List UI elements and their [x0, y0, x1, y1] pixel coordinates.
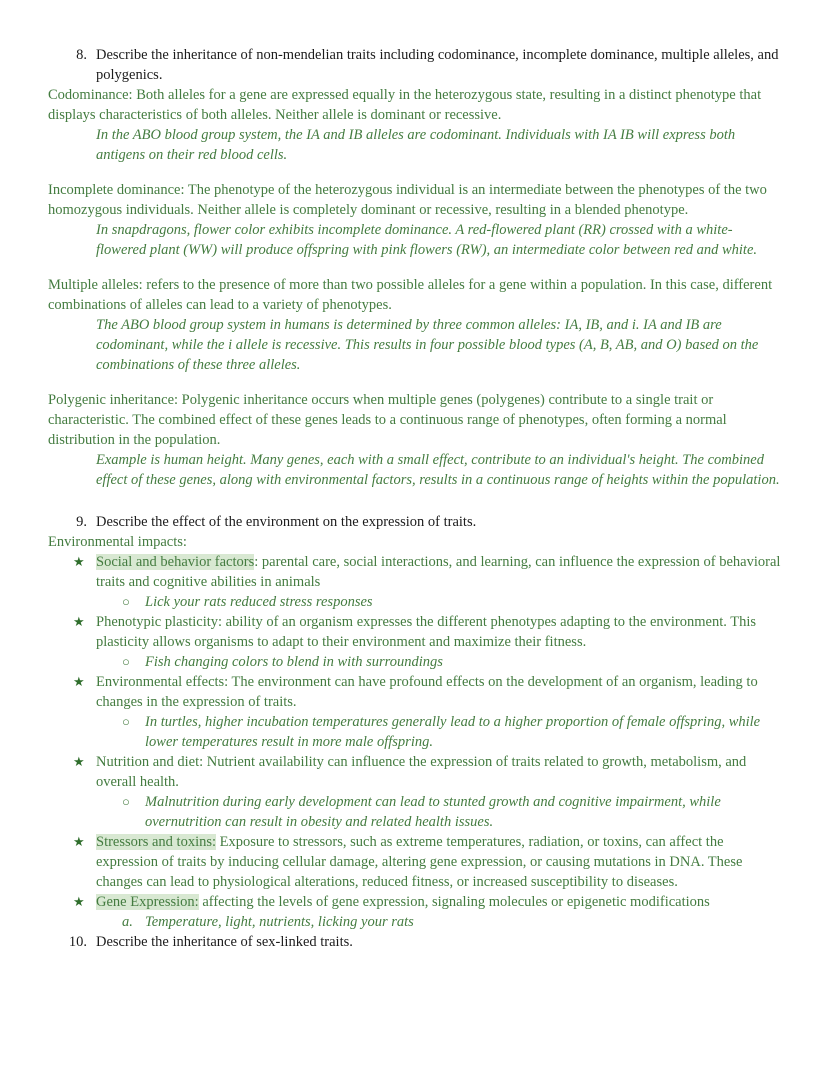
question-8-number: 8.: [76, 47, 87, 63]
sub-bullet-fish-colors: [96, 652, 781, 672]
question-8-text: Describe the inheritance of non-mendelian traits including codominance, incomplete dominance, multiple alleles, and polygenics.: [96, 47, 779, 83]
star-bullet-icon: ★: [73, 674, 85, 689]
sub-bullet-text: Fish changing colors to blend in with surroundings: [145, 654, 443, 670]
circle-bullet-icon: ○: [122, 594, 130, 609]
sub-bullet-malnutrition: [96, 792, 781, 832]
sub-bullet-text: In turtles, higher incubation temperatures generally lead to a higher proportion of female offspring, while lower temperatures result in more male offspring.: [145, 714, 761, 750]
bullet-text: Exposure to stressors, such as extreme temperatures, radiation, or toxins, can affect the expression of traits by inducing cellular damage, altering gene expression, or causing mutations in DNA. These changes can lead to physiological alterations, reduced fitness, or increased susceptibility to diseases.: [96, 834, 743, 890]
multiple-alleles-paragraph: Multiple alleles: refers to the presence of more than two possible alleles for a gene within a population. In this case, different combinations of alleles can lead to a variety of phenotypes.: [48, 277, 773, 313]
codominance-paragraph: Codominance: Both alleles for a gene are expressed equally in the heterozygous state, resulting in a distinct phenotype that displays characteristics of both alleles. Neither allele is dominant or recessive.: [48, 87, 762, 123]
question-10: [48, 932, 781, 952]
question-8: [48, 45, 781, 85]
incomplete-dominance-paragraph: Incomplete dominance: The phenotype of the heterozygous individual is an intermediate between the phenotypes of the two homozygous individuals. Neither allele is completely dominant or recessive, resulting in a blended phenotype.: [48, 182, 767, 218]
circle-bullet-icon: ○: [122, 714, 130, 729]
highlighted-text: Social and behavior factors: [96, 554, 255, 570]
polygenic-paragraph: Polygenic inheritance: Polygenic inheritance occurs when multiple genes (polygenes) contribute to a single trait or characteristic. The combined effect of these genes leads to a continuous range of phenotypes, often forming a normal distribution in the population.: [48, 392, 727, 448]
question-10-number: 10.: [68, 934, 87, 950]
bullet-text: : parental care, social interactions, and learning, can influence the expression of behavioral traits and cognitive abilities in animals: [96, 554, 781, 590]
sub-bullet-text: Lick your rats reduced stress responses: [145, 594, 373, 610]
question-9-number: 9.: [76, 514, 87, 530]
bullet-gene-expression: [48, 892, 781, 912]
highlighted-text: Gene Expression:: [96, 894, 199, 910]
environmental-impacts-heading: Environmental impacts:: [48, 534, 187, 550]
sub-bullet-turtles: [96, 712, 781, 752]
bullet-gene-expression-text: [96, 892, 781, 912]
bullet-phenotypic-plasticity: [48, 612, 781, 652]
question-10-text: Describe the inheritance of sex-linked traits.: [96, 934, 353, 950]
bullet-text: affecting the levels of gene expression, signaling molecules or epigenetic modifications: [198, 894, 710, 910]
sub-bullet-text: Malnutrition during early development can lead to stunted growth and cognitive impairment, while overnutrition can result in obesity and related health issues.: [145, 794, 721, 830]
star-bullet-icon: ★: [73, 554, 85, 569]
bullet-environmental-effects: [48, 672, 781, 712]
question-9: [48, 512, 781, 532]
bullet-text: Nutrition and diet: Nutrient availability can influence the expression of traits related to growth, metabolism, and overall health.: [96, 754, 747, 790]
highlighted-text: Stressors and toxins:: [96, 834, 217, 850]
star-bullet-icon: ★: [73, 894, 85, 909]
polygenic-example: Example is human height. Many genes, each with a small effect, contribute to an individual's height. The combined effect of these genes, along with environmental factors, results in a continuous range of heights within the population.: [96, 452, 780, 488]
question-9-text: Describe the effect of the environment on the expression of traits.: [96, 514, 477, 530]
bullet-stressors-toxins-text: [96, 832, 781, 892]
multiple-alleles-example: The ABO blood group system in humans is determined by three common alleles: IA, IB, and i. IA and IB are codominant, while the i allele is recessive. This results in four possible blood types (A, B, AB, and O) based on the combinations of these three alleles.: [96, 317, 759, 373]
incomplete-dominance-example: In snapdragons, flower color exhibits incomplete dominance. A red-flowered plant (RR) crossed with a white-flowered plant (WW) will produce offspring with pink flowers (RW), an intermediate color between red and white.: [96, 222, 758, 258]
sub-bullet-lick-rats: [96, 592, 781, 612]
bullet-social-behavior-text: [96, 552, 781, 592]
bullet-social-behavior: [48, 552, 781, 592]
circle-bullet-icon: ○: [122, 654, 130, 669]
star-bullet-icon: ★: [73, 614, 85, 629]
bullet-stressors-toxins: [48, 832, 781, 892]
star-bullet-icon: ★: [73, 754, 85, 769]
bullet-nutrition-diet: [48, 752, 781, 792]
codominance-example: In the ABO blood group system, the IA and IB alleles are codominant. Individuals with IA IB will express both antigens on their red blood cells.: [96, 127, 736, 163]
sub-bullet-temperature-light: [96, 912, 781, 932]
circle-bullet-icon: ○: [122, 794, 130, 809]
star-bullet-icon: ★: [73, 834, 85, 849]
bullet-text: Phenotypic plasticity: ability of an organism expresses the different phenotypes adapting to the environment. This plasticity allows organisms to adapt to their environment and maximize their fitness.: [96, 614, 757, 650]
sub-bullet-text: Temperature, light, nutrients, licking your rats: [145, 914, 414, 930]
bullet-text: Environmental effects: The environment can have profound effects on the development of an organism, leading to changes in the expression of traits.: [96, 674, 758, 710]
alpha-list-marker: a.: [122, 914, 133, 930]
